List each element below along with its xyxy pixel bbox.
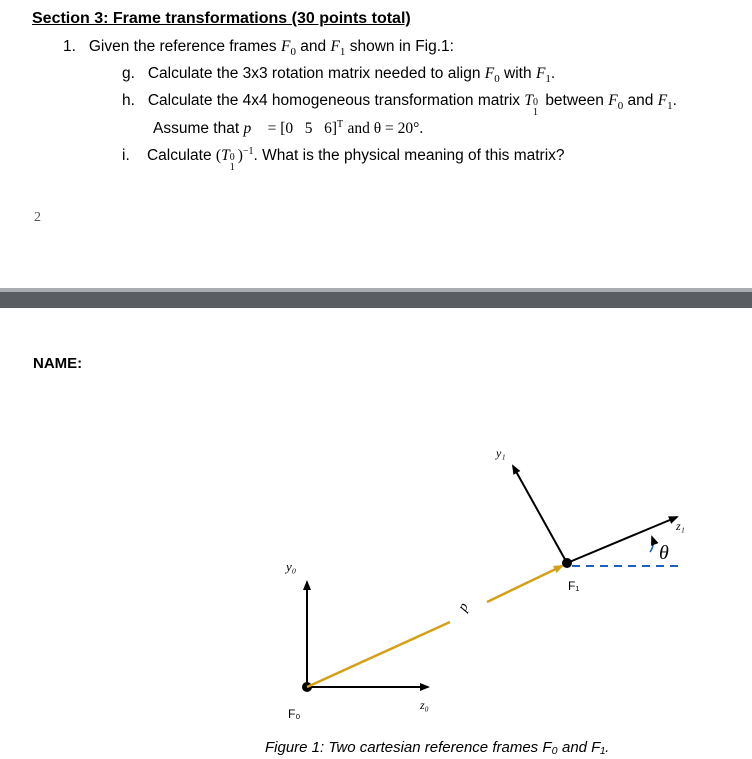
- question-and: and: [300, 38, 327, 55]
- item-g: g. Calculate the 3x3 rotation matrix needed to align $F_0$ with $F_1$.: [122, 65, 556, 86]
- item-i-text: Calculate: [146, 147, 212, 165]
- figure-caption: Figure 1: Two cartesian reference frames F₀ and F₁.: [265, 739, 610, 756]
- f1-origin: [562, 558, 572, 568]
- item-i-label: i.: [122, 147, 130, 165]
- theta-label: θ: [659, 542, 669, 564]
- theta-arc: [650, 537, 653, 552]
- item-h-vector: = [0 5 6]: [267, 120, 338, 138]
- y1-axis: [513, 466, 567, 563]
- item-g-text: Calculate the 3x3 rotation matrix needed to align: [147, 65, 481, 82]
- item-i-meaning: . What is the physical meaning of this matrix?: [253, 147, 565, 165]
- section-title: Section 3: Frame transformations (30 points total): [32, 10, 411, 27]
- f1-label: F₁: [568, 579, 580, 593]
- item-h-assume: Assume that p⃗ = [0 5 6]$^T$ and θ = 20°.: [153, 119, 424, 138]
- y0-label: y₀: [286, 559, 297, 574]
- item-h-text: Calculate the 4x4 homogeneous transformation matrix: [147, 92, 521, 109]
- item-h: h. Calculate the 4x4 homogeneous transformation matrix T 0 1 between $F_0$ and $F_1$.: [122, 92, 677, 118]
- item-h-between: between: [545, 92, 604, 109]
- question-text: Given the reference frames: [88, 38, 277, 55]
- question-number: 1.: [63, 38, 76, 55]
- y1-label: y₁: [496, 446, 506, 460]
- p-vector-segment-2: [487, 566, 562, 602]
- p-vector-segment-1: [307, 622, 450, 687]
- item-h-label: h.: [122, 92, 135, 109]
- name-label: NAME:: [33, 355, 83, 372]
- f0-label: F₀: [288, 707, 301, 721]
- item-h-assume-text: Assume that: [153, 120, 240, 138]
- z0-label: z₀: [420, 698, 429, 712]
- p-label: p⃗: [455, 591, 478, 614]
- page-number: 2: [34, 210, 41, 225]
- item-g-label: g.: [122, 65, 135, 82]
- item-h-theta: and θ = 20°.: [347, 120, 424, 138]
- z1-label: z₁: [676, 519, 685, 533]
- item-i: i. Calculate (T 0 1 )$^{-1}$. What is the physical meaning of this matrix?: [122, 146, 565, 174]
- question-end: shown in Fig.1:: [349, 38, 454, 55]
- question-1: 1. Given the reference frames $F_0$ and $F_1$ shown in Fig.1:: [63, 38, 454, 59]
- item-h-and: and: [627, 92, 654, 109]
- item-g-with: with: [504, 65, 532, 82]
